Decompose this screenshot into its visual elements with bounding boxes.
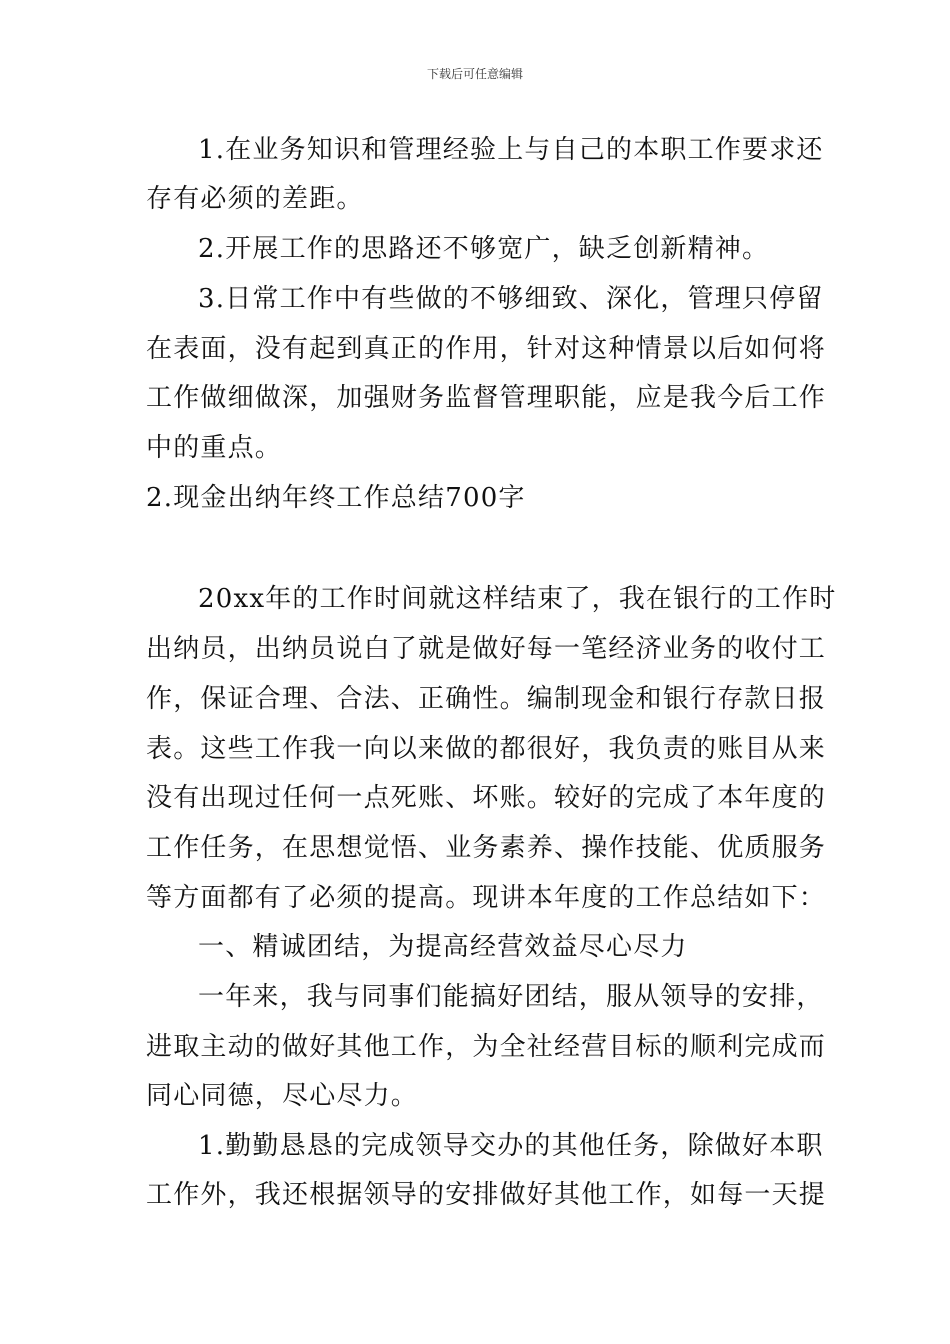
paragraph-line: 1.勤勤恳恳的完成领导交办的其他任务，除做好本职 (198, 1131, 824, 1161)
paragraph-line: 2.开展工作的思路还不够宽广，缺乏创新精神。 (198, 234, 770, 264)
paragraph-line: 等方面都有了必须的提高。现讲本年度的工作总结如下： (146, 883, 827, 913)
paragraph-line: 存有必须的差距。 (146, 184, 364, 214)
paragraph-line: 工作任务，在思想觉悟、业务素养、操作技能、优质服务 (146, 833, 827, 863)
paragraph-line: 同心同德，尽心尽力。 (146, 1081, 419, 1111)
paragraph-line: 3.日常工作中有些做的不够细致、深化，管理只停留 (198, 284, 824, 314)
section-heading: 2.现金出纳年终工作总结700字 (146, 483, 526, 513)
paragraph-line: 20xx年的工作时间就这样结束了，我在银行的工作时 (198, 584, 837, 614)
paragraph-line: 1.在业务知识和管理经验上与自己的本职工作要求还 (198, 135, 824, 165)
page-header-note: 下载后可任意编辑 (426, 67, 523, 81)
paragraph-line: 没有出现过任何一点死账、坏账。较好的完成了本年度的 (146, 783, 827, 813)
subsection-heading: 一、精诚团结，为提高经营效益尽心尽力 (198, 932, 688, 962)
paragraph-line: 在表面，没有起到真正的作用，针对这种情景以后如何将 (146, 334, 827, 364)
paragraph-line: 出纳员，出纳员说白了就是做好每一笔经济业务的收付工 (146, 634, 827, 664)
paragraph-line: 一年来，我与同事们能搞好团结，服从领导的安排， (198, 982, 824, 1012)
paragraph-line: 工作外，我还根据领导的安排做好其他工作，如每一天提 (146, 1180, 827, 1210)
paragraph-line: 进取主动的做好其他工作，为全社经营目标的顺利完成而 (146, 1032, 827, 1062)
paragraph-line: 表。这些工作我一向以来做的都很好，我负责的账目从来 (146, 734, 827, 764)
paragraph-line: 工作做细做深，加强财务监督管理职能，应是我今后工作 (146, 383, 827, 413)
paragraph-line: 中的重点。 (146, 433, 283, 463)
paragraph-line: 作，保证合理、合法、正确性。编制现金和银行存款日报 (146, 684, 827, 714)
